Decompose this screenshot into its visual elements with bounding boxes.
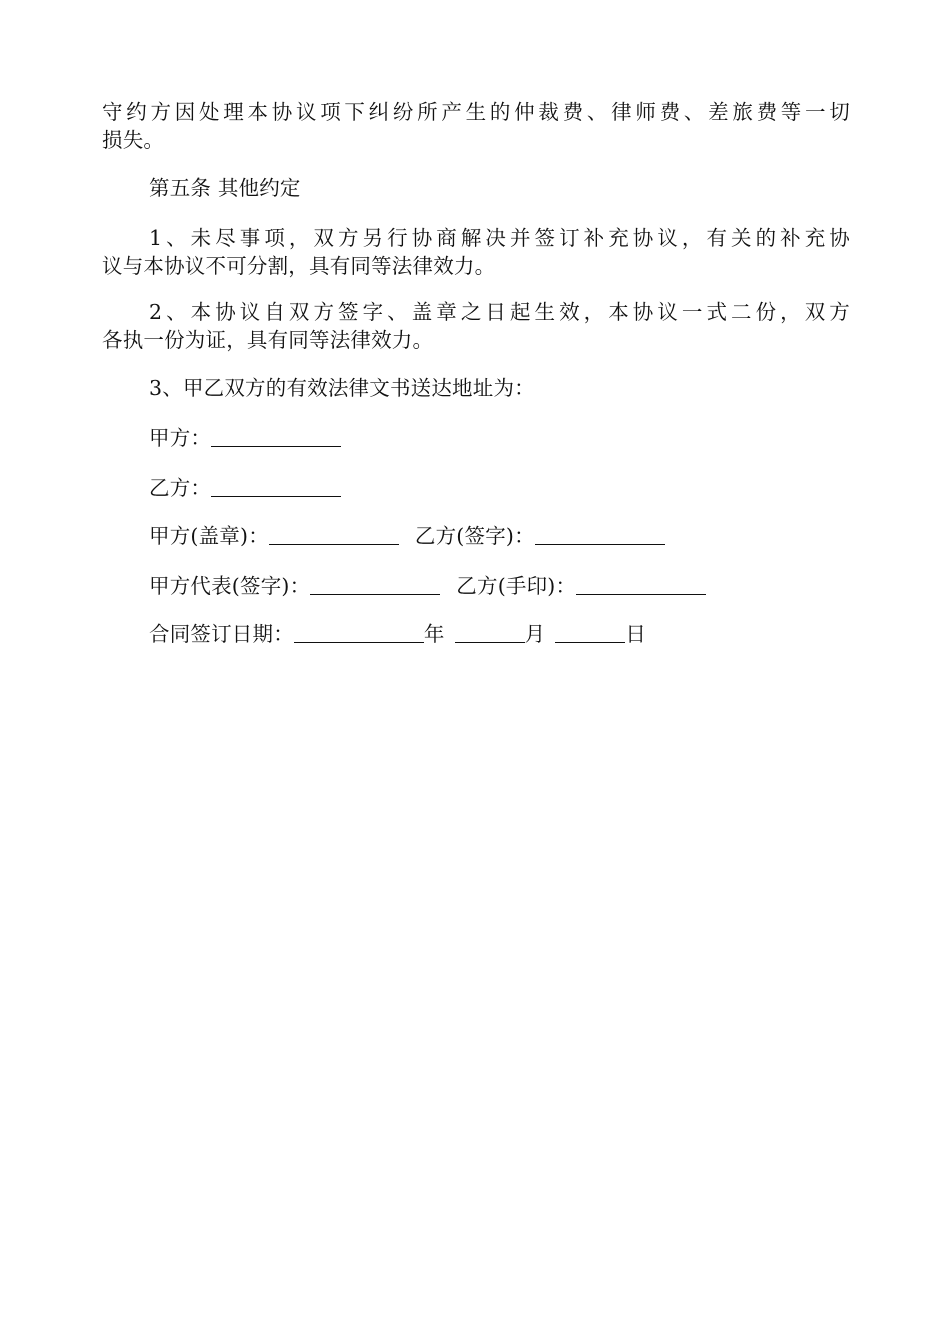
year-blank: [294, 622, 424, 643]
party-b-address-blank: [211, 476, 341, 497]
date-label: 合同签订日期：: [149, 622, 294, 646]
party-a-address-blank: [211, 426, 341, 447]
month-blank: [455, 622, 525, 643]
date-row: [149, 620, 850, 648]
party-b-thumb-label: 乙方(手印)：: [456, 574, 577, 598]
rep-thumb-row: [149, 572, 850, 600]
year-label: 年: [423, 622, 445, 646]
paragraph-line: 各执一份为证，具有同等法律效力。: [102, 328, 434, 352]
seal-sign-row: [149, 522, 850, 550]
paragraph-line: 损失。: [102, 128, 165, 152]
paragraph-line: 1、未尽事项，双方另行协商解决并签订补充协议，有关的补充协: [149, 226, 850, 250]
paragraph-line: 议与本协议不可分割，具有同等法律效力。: [102, 254, 496, 278]
paragraph-line: 3、甲乙双方的有效法律文书送达地址为：: [149, 376, 535, 400]
party-b-address-label: 乙方：: [149, 476, 212, 500]
party-b-sign-label: 乙方(签字)：: [414, 524, 535, 548]
paragraph-line: 2、本协议自双方签字、盖章之日起生效，本协议一式二份，双方: [149, 300, 850, 324]
party-a-address-label: 甲方：: [149, 426, 212, 450]
day-blank: [555, 622, 625, 643]
party-b-address-row: [149, 474, 850, 502]
party-a-rep-blank: [310, 574, 440, 595]
day-label: 日: [625, 622, 647, 646]
party-a-rep-label: 甲方代表(签字)：: [149, 574, 311, 598]
section-heading: 第五条 其他约定: [149, 176, 301, 200]
party-b-sign-blank: [535, 524, 665, 545]
party-a-address-row: [149, 424, 850, 452]
month-label: 月: [524, 622, 546, 646]
party-b-thumb-blank: [576, 574, 706, 595]
paragraph-line: 守约方因处理本协议项下纠纷所产生的仲裁费、律师费、差旅费等一切: [102, 100, 850, 124]
party-a-seal-label: 甲方(盖章)：: [149, 524, 269, 548]
party-a-seal-blank: [269, 524, 399, 545]
